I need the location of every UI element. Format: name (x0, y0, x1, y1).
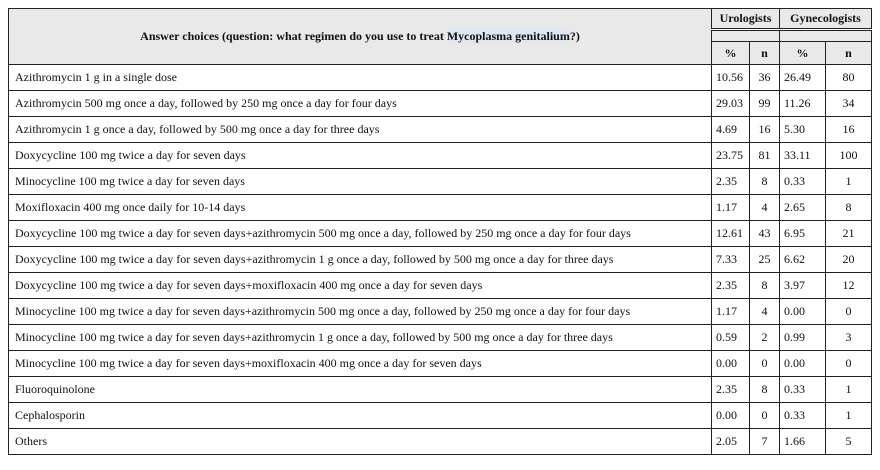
gynecologists-pct-cell: 2.65 (780, 195, 826, 221)
gynecologists-n-cell: 12 (826, 273, 872, 299)
urologists-n-cell: 4 (750, 299, 780, 325)
table-header (9, 9, 872, 65)
gynecologists-n-cell: 0 (826, 299, 872, 325)
urologists-n-cell: 2 (750, 325, 780, 351)
urologists-pct-cell: 1.17 (712, 299, 750, 325)
urologists-pct-cell: 2.35 (712, 169, 750, 195)
question-header (9, 9, 712, 65)
table-row (9, 169, 872, 195)
urologists-n-cell: 0 (750, 351, 780, 377)
group-header-urologists: Urologists (712, 9, 780, 30)
table-row (9, 247, 872, 273)
urologists-n-cell: 36 (750, 65, 780, 91)
table-row (9, 195, 872, 221)
answer-choice-cell: Minocycline 100 mg twice a day for seven days+moxifloxacin 400 mg once a day for seven days (9, 351, 712, 377)
gynecologists-n-cell: 3 (826, 325, 872, 351)
gynecologists-pct-cell: 5.30 (780, 117, 826, 143)
urologists-pct-cell: 1.17 (712, 195, 750, 221)
answer-choice-cell: Minocycline 100 mg twice a day for seven days (9, 169, 712, 195)
urologists-n-cell: 8 (750, 169, 780, 195)
table-row (9, 299, 872, 325)
gynecologists-n-cell: 1 (826, 169, 872, 195)
gynecologists-n-cell: 1 (826, 403, 872, 429)
gynecologists-pct-cell: 0.00 (780, 299, 826, 325)
group-header-gynecologists: Gynecologists (780, 9, 872, 30)
subheader-urologists-n: n (750, 42, 780, 65)
urologists-n-cell: 99 (750, 91, 780, 117)
gynecologists-n-cell: 1 (826, 377, 872, 403)
answer-choice-cell: Doxycycline 100 mg twice a day for seven days (9, 143, 712, 169)
gynecologists-n-cell: 0 (826, 351, 872, 377)
urologists-pct-cell: 7.33 (712, 247, 750, 273)
gynecologists-pct-cell: 33.11 (780, 143, 826, 169)
question-prefix: Answer choices (question: what regimen do you use to treat (140, 29, 447, 43)
table-row (9, 325, 872, 351)
answer-choice-cell: Moxifloxacin 400 mg once daily for 10-14 days (9, 195, 712, 221)
gynecologists-pct-cell: 3.97 (780, 273, 826, 299)
table-row (9, 377, 872, 403)
urologists-pct-cell: 0.00 (712, 351, 750, 377)
answer-choice-cell: Fluoroquinolone (9, 377, 712, 403)
table-container (8, 8, 872, 455)
gynecologists-pct-cell: 0.33 (780, 403, 826, 429)
gynecologists-n-cell: 20 (826, 247, 872, 273)
answer-choice-cell: Azithromycin 1 g once a day, followed by 500 mg once a day for three days (9, 117, 712, 143)
gynecologists-n-cell: 16 (826, 117, 872, 143)
subheader-urologists-pct: % (712, 42, 750, 65)
urologists-pct-cell: 23.75 (712, 143, 750, 169)
table-row (9, 91, 872, 117)
table-row (9, 221, 872, 247)
gynecologists-pct-cell: 0.00 (780, 351, 826, 377)
urologists-pct-cell: 12.61 (712, 221, 750, 247)
urologists-n-cell: 43 (750, 221, 780, 247)
urologists-pct-cell: 0.00 (712, 403, 750, 429)
gynecologists-n-cell: 21 (826, 221, 872, 247)
answer-choice-cell: Minocycline 100 mg twice a day for seven days+azithromycin 500 mg once a day, followed by 250 mg once a day for four days (9, 299, 712, 325)
answer-choice-cell: Azithromycin 1 g in a single dose (9, 65, 712, 91)
table-row (9, 403, 872, 429)
table-body (9, 65, 872, 455)
urologists-n-cell: 16 (750, 117, 780, 143)
group-divider-gynecologists (780, 30, 872, 42)
gynecologists-pct-cell: 0.33 (780, 377, 826, 403)
group-divider-urologists (712, 30, 780, 42)
urologists-pct-cell: 10.56 (712, 65, 750, 91)
table-row (9, 429, 872, 455)
urologists-pct-cell: 2.35 (712, 377, 750, 403)
urologists-pct-cell: 0.59 (712, 325, 750, 351)
urologists-n-cell: 7 (750, 429, 780, 455)
subheader-gynecologists-n: n (826, 42, 872, 65)
gynecologists-n-cell: 80 (826, 65, 872, 91)
urologists-n-cell: 81 (750, 143, 780, 169)
table-row (9, 273, 872, 299)
gynecologists-n-cell: 100 (826, 143, 872, 169)
table-row (9, 65, 872, 91)
urologists-pct-cell: 29.03 (712, 91, 750, 117)
answer-choice-cell: Doxycycline 100 mg twice a day for seven days+azithromycin 500 mg once a day, followed by 250 mg once a day for four days (9, 221, 712, 247)
answer-choice-cell: Doxycycline 100 mg twice a day for seven days+moxifloxacin 400 mg once a day for seven days (9, 273, 712, 299)
urologists-pct-cell: 2.05 (712, 429, 750, 455)
urologists-n-cell: 25 (750, 247, 780, 273)
gynecologists-pct-cell: 11.26 (780, 91, 826, 117)
gynecologists-pct-cell: 6.62 (780, 247, 826, 273)
table-row (9, 351, 872, 377)
gynecologists-pct-cell: 0.33 (780, 169, 826, 195)
gynecologists-n-cell: 34 (826, 91, 872, 117)
regimen-table (8, 8, 872, 455)
gynecologists-pct-cell: 26.49 (780, 65, 826, 91)
table-row (9, 143, 872, 169)
gynecologists-pct-cell: 1.66 (780, 429, 826, 455)
gynecologists-n-cell: 5 (826, 429, 872, 455)
gynecologists-n-cell: 8 (826, 195, 872, 221)
question-suffix: ?) (569, 29, 580, 43)
urologists-pct-cell: 2.35 (712, 273, 750, 299)
answer-choice-cell: Doxycycline 100 mg twice a day for seven days+azithromycin 1 g once a day, followed by 500 mg once a day for three days (9, 247, 712, 273)
urologists-n-cell: 4 (750, 195, 780, 221)
table-row (9, 117, 872, 143)
question-highlight: Mycoplasma genitalium (446, 29, 570, 43)
urologists-n-cell: 0 (750, 403, 780, 429)
urologists-n-cell: 8 (750, 377, 780, 403)
answer-choice-cell: Cephalosporin (9, 403, 712, 429)
gynecologists-pct-cell: 6.95 (780, 221, 826, 247)
urologists-pct-cell: 4.69 (712, 117, 750, 143)
subheader-gynecologists-pct: % (780, 42, 826, 65)
answer-choice-cell: Minocycline 100 mg twice a day for seven days+azithromycin 1 g once a day, followed by 500 mg once a day for three days (9, 325, 712, 351)
gynecologists-pct-cell: 0.99 (780, 325, 826, 351)
answer-choice-cell: Azithromycin 500 mg once a day, followed by 250 mg once a day for four days (9, 91, 712, 117)
answer-choice-cell: Others (9, 429, 712, 455)
urologists-n-cell: 8 (750, 273, 780, 299)
